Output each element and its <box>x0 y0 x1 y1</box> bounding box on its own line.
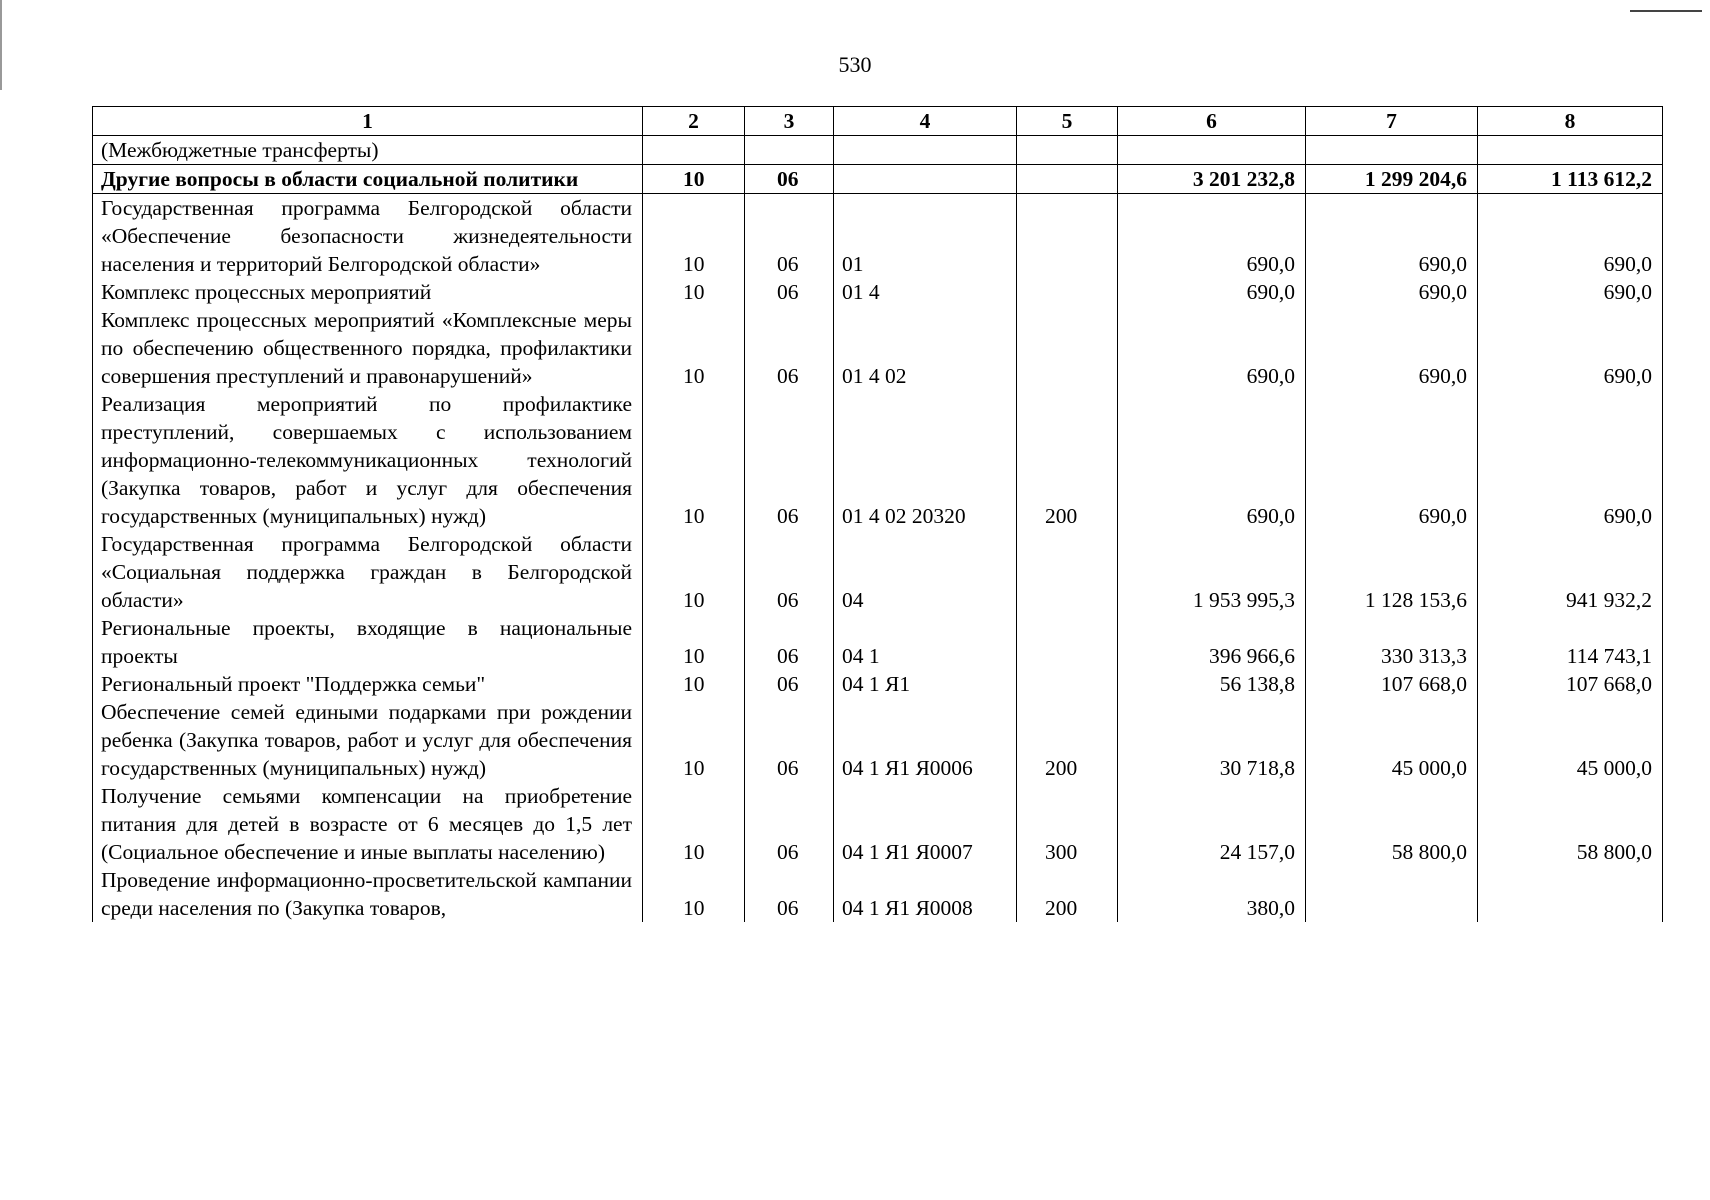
amount-col7-cell: 330 313,3 <box>1306 614 1478 670</box>
amount-col6-cell: 690,0 <box>1118 194 1306 279</box>
amount-col8-cell: 58 800,0 <box>1478 782 1663 866</box>
amount-col7-cell: 690,0 <box>1306 390 1478 530</box>
page-number: 530 <box>838 52 872 77</box>
row-name-cell: Получение семьями компенсации на приобретение питания для детей в возрасте от 6 месяцев до 1,5 лет (Социальное обеспечение и иные выплаты населению) <box>93 782 643 866</box>
expense-type-cell <box>1017 670 1118 698</box>
target-article-cell <box>834 165 1017 194</box>
amount-col8-cell: 1 113 612,2 <box>1478 165 1663 194</box>
amount-col7-cell: 58 800,0 <box>1306 782 1478 866</box>
row-name-cell: Реализация мероприятий по профилактике преступлений, совершаемых с использованием информационно-телекоммуникационных технологий (Закупка товаров, работ и услуг для обеспечения государственных (муниципальных) нужд) <box>93 390 643 530</box>
table-row <box>93 530 1663 614</box>
row-name-cell: Другие вопросы в области социальной политики <box>93 165 643 194</box>
subsection-code-cell <box>745 136 834 165</box>
target-article-cell: 01 4 <box>834 278 1017 306</box>
table-body <box>93 136 1663 923</box>
table-row <box>93 670 1663 698</box>
target-article-cell: 04 1 <box>834 614 1017 670</box>
amount-col8-cell: 45 000,0 <box>1478 698 1663 782</box>
subsection-code-cell: 06 <box>745 670 834 698</box>
table-row <box>93 306 1663 390</box>
subsection-code-cell: 06 <box>745 530 834 614</box>
amount-col7-cell <box>1306 866 1478 922</box>
row-name-cell: Региональные проекты, входящие в национальные проекты <box>93 614 643 670</box>
column-header: 8 <box>1478 107 1663 136</box>
subsection-code-cell: 06 <box>745 390 834 530</box>
section-code-cell: 10 <box>643 194 745 279</box>
target-article-cell: 04 1 Я1 Я0006 <box>834 698 1017 782</box>
amount-col6-cell: 396 966,6 <box>1118 614 1306 670</box>
amount-col8-cell: 690,0 <box>1478 390 1663 530</box>
table-row <box>93 782 1663 866</box>
section-code-cell: 10 <box>643 530 745 614</box>
subsection-code-cell: 06 <box>745 614 834 670</box>
expense-type-cell: 200 <box>1017 390 1118 530</box>
target-article-cell <box>834 136 1017 165</box>
section-code-cell: 10 <box>643 165 745 194</box>
expense-type-cell <box>1017 136 1118 165</box>
amount-col7-cell: 45 000,0 <box>1306 698 1478 782</box>
section-code-cell: 10 <box>643 614 745 670</box>
amount-col8-cell: 690,0 <box>1478 194 1663 279</box>
section-code-cell: 10 <box>643 670 745 698</box>
row-name-cell: Государственная программа Белгородской области «Социальная поддержка граждан в Белгородской области» <box>93 530 643 614</box>
column-header: 1 <box>93 107 643 136</box>
amount-col6-cell: 1 953 995,3 <box>1118 530 1306 614</box>
table-row <box>93 614 1663 670</box>
table-row <box>93 165 1663 194</box>
section-code-cell: 10 <box>643 278 745 306</box>
row-name-cell: Комплекс процессных мероприятий <box>93 278 643 306</box>
expense-type-cell: 200 <box>1017 866 1118 922</box>
expense-type-cell: 200 <box>1017 698 1118 782</box>
expense-type-cell <box>1017 306 1118 390</box>
section-code-cell: 10 <box>643 390 745 530</box>
subsection-code-cell: 06 <box>745 165 834 194</box>
table-header-row <box>93 107 1663 136</box>
target-article-cell: 01 <box>834 194 1017 279</box>
table-row <box>93 866 1663 922</box>
column-header: 6 <box>1118 107 1306 136</box>
amount-col7-cell: 690,0 <box>1306 194 1478 279</box>
section-code-cell: 10 <box>643 782 745 866</box>
amount-col6-cell: 690,0 <box>1118 278 1306 306</box>
amount-col8-cell: 941 932,2 <box>1478 530 1663 614</box>
amount-col6-cell: 30 718,8 <box>1118 698 1306 782</box>
row-name-cell: Государственная программа Белгородской области «Обеспечение безопасности жизнедеятельности населения и территорий Белгородской области» <box>93 194 643 279</box>
row-name-cell: Комплекс процессных мероприятий «Комплексные меры по обеспечению общественного порядка, профилактики совершения преступлений и правонарушений» <box>93 306 643 390</box>
target-article-cell: 04 <box>834 530 1017 614</box>
section-code-cell: 10 <box>643 866 745 922</box>
expense-type-cell <box>1017 278 1118 306</box>
budget-table <box>92 106 1663 922</box>
table-row <box>93 136 1663 165</box>
target-article-cell: 04 1 Я1 Я0007 <box>834 782 1017 866</box>
scan-edge-mark <box>1630 10 1702 12</box>
subsection-code-cell: 06 <box>745 306 834 390</box>
amount-col8-cell <box>1478 136 1663 165</box>
amount-col7-cell: 690,0 <box>1306 278 1478 306</box>
row-name-cell: Обеспечение семей едиными подарками при рождении ребенка (Закупка товаров, работ и услуг для обеспечения государственных (муниципальных) нужд) <box>93 698 643 782</box>
subsection-code-cell: 06 <box>745 866 834 922</box>
expense-type-cell <box>1017 530 1118 614</box>
subsection-code-cell: 06 <box>745 278 834 306</box>
table-row <box>93 698 1663 782</box>
amount-col6-cell <box>1118 136 1306 165</box>
amount-col8-cell: 107 668,0 <box>1478 670 1663 698</box>
row-name-cell: Проведение информационно-просветительской кампании среди населения по (Закупка товаров, <box>93 866 643 922</box>
subsection-code-cell: 06 <box>745 194 834 279</box>
column-header: 2 <box>643 107 745 136</box>
amount-col8-cell: 114 743,1 <box>1478 614 1663 670</box>
amount-col7-cell <box>1306 136 1478 165</box>
amount-col7-cell: 1 299 204,6 <box>1306 165 1478 194</box>
amount-col7-cell: 1 128 153,6 <box>1306 530 1478 614</box>
column-header: 5 <box>1017 107 1118 136</box>
subsection-code-cell: 06 <box>745 782 834 866</box>
row-name-cell: (Межбюджетные трансферты) <box>93 136 643 165</box>
expense-type-cell <box>1017 614 1118 670</box>
amount-col6-cell: 24 157,0 <box>1118 782 1306 866</box>
amount-col6-cell: 690,0 <box>1118 306 1306 390</box>
amount-col6-cell: 3 201 232,8 <box>1118 165 1306 194</box>
amount-col8-cell: 690,0 <box>1478 306 1663 390</box>
target-article-cell: 04 1 Я1 Я0008 <box>834 866 1017 922</box>
amount-col6-cell: 56 138,8 <box>1118 670 1306 698</box>
amount-col6-cell: 690,0 <box>1118 390 1306 530</box>
target-article-cell: 01 4 02 <box>834 306 1017 390</box>
target-article-cell: 04 1 Я1 <box>834 670 1017 698</box>
amount-col8-cell: 690,0 <box>1478 278 1663 306</box>
expense-type-cell <box>1017 165 1118 194</box>
row-name-cell: Региональный проект "Поддержка семьи" <box>93 670 643 698</box>
table-row <box>93 194 1663 279</box>
table-row <box>93 390 1663 530</box>
column-header: 7 <box>1306 107 1478 136</box>
amount-col7-cell: 107 668,0 <box>1306 670 1478 698</box>
amount-col6-cell: 380,0 <box>1118 866 1306 922</box>
amount-col8-cell <box>1478 866 1663 922</box>
expense-type-cell <box>1017 194 1118 279</box>
amount-col7-cell: 690,0 <box>1306 306 1478 390</box>
expense-type-cell: 300 <box>1017 782 1118 866</box>
column-header: 4 <box>834 107 1017 136</box>
target-article-cell: 01 4 02 20320 <box>834 390 1017 530</box>
section-code-cell <box>643 136 745 165</box>
section-code-cell: 10 <box>643 698 745 782</box>
section-code-cell: 10 <box>643 306 745 390</box>
column-header: 3 <box>745 107 834 136</box>
table-row <box>93 278 1663 306</box>
subsection-code-cell: 06 <box>745 698 834 782</box>
